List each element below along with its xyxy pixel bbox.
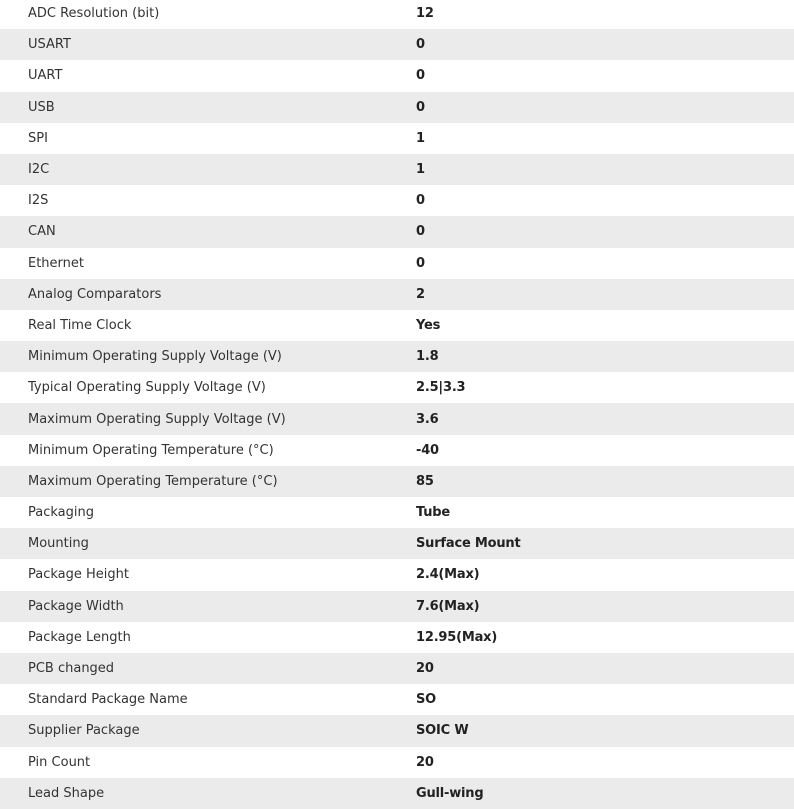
spec-row-usb [0,92,794,123]
spec-label: Ethernet [28,255,84,271]
spec-value: SOIC W [416,723,469,739]
spec-row-max-supply-voltage [0,403,794,434]
spec-label: USB [28,99,55,115]
spec-value: 1.8 [416,349,439,365]
spec-row-supplier-package [0,715,794,746]
spec-value: Surface Mount [416,536,521,552]
spec-value: -40 [416,442,439,458]
spec-row-real-time-clock [0,310,794,341]
spec-label: Lead Shape [28,785,105,801]
spec-row-spi [0,123,794,154]
spec-label: Minimum Operating Temperature (°C) [28,442,274,458]
spec-row-min-supply-voltage [0,341,794,372]
spec-value: 0 [416,224,425,240]
spec-label: Maximum Operating Temperature (°C) [28,473,278,489]
spec-row-package-length [0,622,794,653]
spec-value: 20 [416,754,434,770]
spec-label: Real Time Clock [28,317,132,333]
spec-label: CAN [28,224,56,240]
spec-row-min-temperature [0,435,794,466]
spec-row-lead-shape [0,778,794,809]
spec-label: Pin Count [28,754,91,770]
spec-value: 0 [416,37,425,53]
spec-value: 3.6 [416,411,439,427]
spec-label: UART [28,68,63,84]
spec-label: Mounting [28,536,89,552]
spec-value: 2 [416,286,425,302]
spec-row-uart [0,60,794,91]
spec-row-i2c [0,154,794,185]
spec-value: 12.95(Max) [416,629,498,645]
spec-row-pcb-changed [0,653,794,684]
spec-row-usart [0,29,794,60]
spec-row-typ-supply-voltage [0,372,794,403]
spec-value: 1 [416,162,425,178]
spec-value: 1 [416,130,425,146]
spec-value: 0 [416,255,425,271]
spec-label: I2S [28,193,49,209]
spec-value: 0 [416,99,425,115]
spec-value: 12 [416,6,434,22]
spec-label: Standard Package Name [28,692,188,708]
spec-value: 20 [416,661,434,677]
spec-row-can [0,216,794,247]
spec-label: Maximum Operating Supply Voltage (V) [28,411,286,427]
spec-label: Analog Comparators [28,286,162,302]
spec-value: 2.5|3.3 [416,380,466,396]
spec-row-ethernet [0,248,794,279]
spec-label: Package Width [28,598,124,614]
spec-value: Gull-wing [416,785,484,801]
spec-label: ADC Resolution (bit) [28,6,160,22]
spec-label: Typical Operating Supply Voltage (V) [28,380,266,396]
spec-value: 0 [416,68,425,84]
spec-value: Tube [416,505,451,521]
spec-label: I2C [28,162,50,178]
spec-value: 7.6(Max) [416,598,480,614]
spec-row-mounting [0,528,794,559]
spec-label: SPI [28,130,48,146]
spec-row-i2s [0,185,794,216]
spec-label: Package Height [28,567,129,583]
spec-label: USART [28,37,71,53]
spec-row-analog-comparators [0,279,794,310]
spec-label: Supplier Package [28,723,140,739]
spec-label: PCB changed [28,661,115,677]
spec-value: SO [416,692,437,708]
spec-value: 85 [416,473,434,489]
spec-value: 2.4(Max) [416,567,480,583]
spec-row-pin-count [0,747,794,778]
spec-row-adc-resolution [0,0,794,29]
spec-row-packaging [0,497,794,528]
spec-row-max-temperature [0,466,794,497]
spec-row-package-width [0,591,794,622]
spec-row-package-height [0,559,794,590]
spec-value: Yes [416,317,441,333]
spec-label: Package Length [28,629,131,645]
spec-row-standard-package-name [0,684,794,715]
spec-label: Minimum Operating Supply Voltage (V) [28,349,282,365]
spec-value: 0 [416,193,425,209]
spec-label: Packaging [28,505,94,521]
